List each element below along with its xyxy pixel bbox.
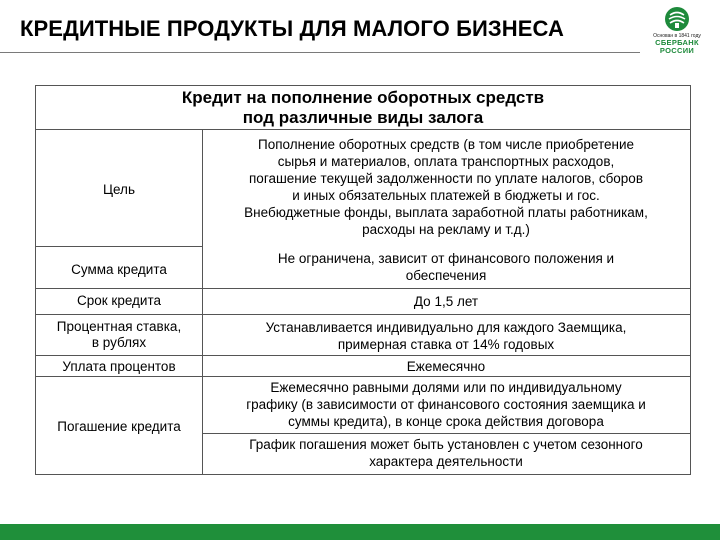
row-label-amount: Сумма кредита: [71, 262, 167, 277]
slide-title: КРЕДИТНЫЕ ПРОДУКТЫ ДЛЯ МАЛОГО БИЗНЕСА: [20, 16, 564, 41]
row-divider: [36, 376, 690, 377]
value-line: обеспечения: [405, 268, 487, 283]
row-divider: [202, 433, 690, 434]
value-line: графику (в зависимости от финансового состояния заемщика и: [246, 397, 646, 412]
logo-caption: Основан в 1841 году: [653, 33, 701, 39]
logo-name: СБЕРБАНК: [655, 38, 699, 47]
row-value-term: [202, 293, 690, 310]
credit-product-table: [35, 85, 691, 475]
label-line: Процентная ставка,: [56, 319, 182, 334]
value-line: и иных обязательных платежей в бюджеты и гос.: [292, 188, 600, 203]
value-line: График погашения может быть установлен с учетом сезонного: [249, 437, 643, 452]
row-value-repayment: [202, 379, 690, 430]
value-line: расходы на рекламу и т.д.): [362, 222, 530, 237]
footer-accent-bar: [0, 524, 720, 540]
value-line: Устанавливается индивидуально для каждого Заемщика,: [265, 320, 627, 335]
logo-country: РОССИИ: [659, 46, 695, 55]
value-line: Пополнение оборотных средств (в том числе приобретение: [257, 137, 634, 152]
row-value-rate: [202, 319, 690, 353]
value-line: сырья и материалов, оплата транспортных расходов,: [277, 154, 615, 169]
value-line: Внебюджетные фонды, выплата заработной платы работникам,: [244, 205, 648, 220]
row-divider: [36, 355, 690, 356]
value-line: примерная ставка от 14% годовых: [337, 337, 555, 352]
row-value-repayment-schedule: [202, 436, 690, 470]
value-line: суммы кредита), в конце срока действия договора: [288, 414, 604, 429]
value-line: характера деятельности: [369, 454, 523, 469]
sberbank-logo: [648, 6, 706, 66]
row-label-interest-payment: Уплата процентов: [62, 359, 176, 374]
row-divider: [36, 246, 202, 247]
sberbank-emblem-icon: [662, 6, 692, 32]
row-value-purpose: [202, 136, 690, 238]
value-line: Ежемесячно: [406, 359, 486, 374]
value-line: погашение текущей задолженности по уплате налогов, сборов: [249, 171, 643, 186]
value-line: Не ограничена, зависит от финансового положения и: [277, 251, 615, 266]
title-divider: [0, 52, 640, 53]
row-label-term: Срок кредита: [76, 293, 161, 308]
row-value-interest-payment: [202, 358, 690, 375]
row-label-rate: [36, 319, 202, 351]
label-line: в рублях: [91, 335, 147, 350]
table-header-line-1: Кредит на пополнение оборотных средств: [181, 88, 545, 107]
value-line: Ежемесячно равными долями или по индивидуальному: [270, 380, 622, 395]
row-label-repayment: Погашение кредита: [57, 419, 181, 434]
row-divider: [36, 288, 690, 289]
value-line: До 1,5 лет: [413, 294, 479, 309]
row-label-purpose: Цель: [103, 182, 135, 197]
row-value-amount: [202, 250, 690, 284]
row-divider: [36, 314, 690, 315]
table-header: [36, 86, 690, 130]
table-header-line-2: под различные виды залога: [242, 108, 484, 127]
